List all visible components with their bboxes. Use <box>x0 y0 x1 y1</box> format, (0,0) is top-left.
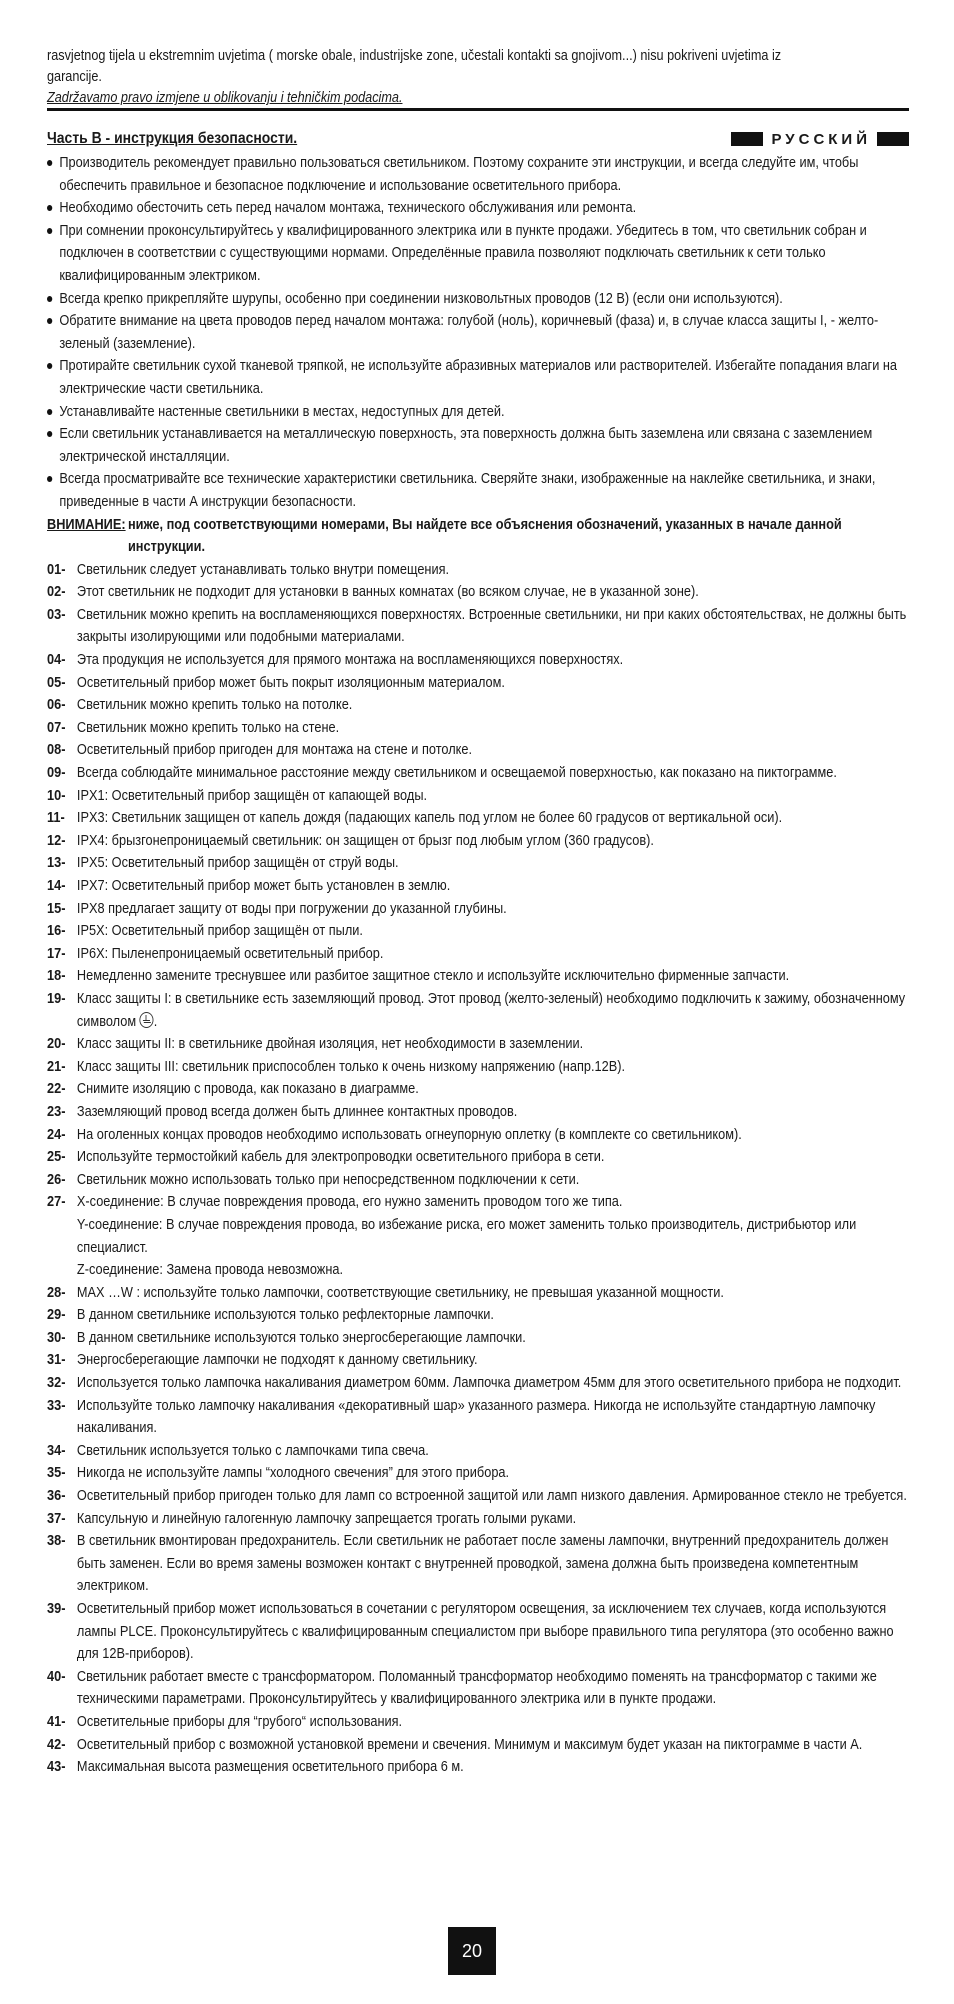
item-text: Осветительный прибор может использоваться в сочетании с регулятором освещения, за исключением тех случаев, когда используются лампы PLCE. Проконсультируйтесь с квалифицированным специалистом при выборе правильного типа регулятора (это особенно важно для 12В-приборов). <box>76 1601 894 1663</box>
numbered-item <box>47 1304 909 1327</box>
numbered-item <box>47 1734 909 1757</box>
item-text: Эта продукция не используется для прямого монтажа на воспламеняющихся поверхностях. <box>76 652 624 669</box>
numbered-item <box>47 1078 909 1101</box>
item-text: Светильник можно крепить на воспламеняющихся поверхностях. Встроенные светильники, ни при каких обстоятельствах, не должны быть закрыты изолирующими или подобными материалами. <box>76 606 907 646</box>
item-text: Энергосберегающие лампочки не подходят к данному светильнику. <box>76 1352 478 1369</box>
item-number: 18- <box>47 968 66 985</box>
numbered-item <box>47 1711 909 1734</box>
item-text: IP6X: Пыленепроницаемый осветительный прибор. <box>76 945 384 962</box>
item-text-block <box>77 649 909 672</box>
item-text: IPX3: Светильник защищен от капель дождя (падающих капель под углом не более 60 градусов от вертикальной оси). <box>76 810 783 827</box>
item-number: 32- <box>47 1375 66 1392</box>
item-text-block <box>77 581 909 604</box>
item-number: 31- <box>47 1352 66 1369</box>
item-text: На оголенных концах проводов необходимо использовать огнеупорную оплетку (в комплекте со светильником). <box>76 1126 742 1143</box>
bullet-item: Устанавливайте настенные светильники в местах, недоступных для детей. <box>47 401 909 424</box>
item-number: 34- <box>47 1442 66 1459</box>
instructions-body <box>47 152 909 1779</box>
item-number: 37- <box>47 1510 66 1527</box>
item-text: Максимальная высота размещения осветительного прибора 6 м. <box>76 1759 464 1776</box>
numbered-item <box>47 649 909 672</box>
item-text: Осветительные приборы для “грубого“ использования. <box>76 1713 403 1730</box>
item-text-block <box>77 1101 909 1124</box>
item-text: Светильник используется только с лампочками типа свеча. <box>76 1442 429 1459</box>
item-text-block <box>77 988 909 1033</box>
language-label: РУССКИЙ <box>771 130 871 148</box>
numbered-item <box>47 559 909 582</box>
numbered-item <box>47 1372 909 1395</box>
item-text-block <box>77 852 909 875</box>
item-subline: Y-соединение: В случае повреждения провода, во избежание риска, его может заменить только производитель, дистрибьютор или специалист. <box>76 1216 857 1256</box>
numbered-item <box>47 1485 909 1508</box>
item-number: 05- <box>47 674 66 691</box>
top-continuation-text <box>47 46 909 109</box>
item-text: IPX4: брызгонепроницаемый светильник: он защищен от брызг под любым углом (360 градусов). <box>76 832 654 849</box>
item-number: 24- <box>47 1126 66 1143</box>
numbered-item <box>47 898 909 921</box>
item-text-block <box>77 785 909 808</box>
numbered-item <box>47 1101 909 1124</box>
numbered-item <box>47 717 909 740</box>
bullet-item: Производитель рекомендует правильно пользоваться светильником. Поэтому сохраните эти инструкции, и всегда следуйте им, чтобы обеспечить правильное и безопасное подключение и использование осветительного прибора. <box>47 152 909 197</box>
item-number: 39- <box>47 1601 66 1617</box>
top-rule <box>47 108 909 111</box>
item-text: Снимите изоляцию с провода, как показано в диаграмме. <box>76 1081 419 1098</box>
numbered-item <box>47 1756 909 1779</box>
numbered-item <box>47 1327 909 1350</box>
numbered-item <box>47 1598 909 1666</box>
item-number: 41- <box>47 1713 66 1730</box>
item-text: Используйте термостойкий кабель для электропроводки осветительного прибора в сети. <box>76 1149 605 1166</box>
item-number: 17- <box>47 945 66 962</box>
item-text-block <box>77 898 909 921</box>
item-number: 30- <box>47 1329 66 1346</box>
item-text-block <box>77 1508 909 1531</box>
item-text-block <box>77 1056 909 1079</box>
numbered-item <box>47 1146 909 1169</box>
item-text: Светильник работает вместе с трансформатором. Поломанный трансформатор необходимо поменять на трансформатор с такими же техническими параметрами. Проконсультируйтесь у квалифицированного электрика или в пункте продажи. <box>76 1668 877 1708</box>
item-text-block <box>77 1485 909 1508</box>
item-number: 40- <box>47 1668 66 1685</box>
item-text: Светильник можно крепить только на потолке. <box>76 697 353 714</box>
item-text: Используйте только лампочку накаливания «декоративный шар» указанного размера. Никогда не используйте стандартную лампочку накаливания. <box>76 1397 876 1437</box>
attention-label: ВНИМАНИЕ: <box>47 516 126 533</box>
item-text-block <box>77 694 909 717</box>
attention-text: ниже, под соответствующими номерами, Вы найдете все объяснения обозначений, указанных в начале данной инструкции. <box>127 516 842 556</box>
item-number: 06- <box>47 697 66 714</box>
numbered-item <box>47 1191 909 1214</box>
item-text: Класс защиты II: в светильнике двойная изоляция, нет необходимости в заземлении. <box>76 1036 584 1053</box>
numbered-item <box>47 672 909 695</box>
item-text: Никогда не используйте лампы “холодного свечения” для этого прибора. <box>76 1465 510 1482</box>
item-number: 29- <box>47 1307 66 1324</box>
item-subline: Z-соединение: Замена провода невозможна. <box>76 1262 344 1279</box>
item-text: В данном светильнике используются только рефлекторные лампочки. <box>76 1307 494 1324</box>
numbered-item <box>47 1530 909 1598</box>
item-text-block <box>77 717 909 740</box>
item-text-block <box>77 1349 909 1372</box>
item-number: 15- <box>47 900 66 917</box>
numbered-item <box>47 920 909 943</box>
item-text: Используется только лампочка накаливания диаметром 60мм. Лампочка диаметром 45мм для этого осветительного прибора не подходит. <box>76 1375 902 1392</box>
attention-note <box>47 514 909 559</box>
item-text: IPX5: Осветительный прибор защищён от струй воды. <box>76 855 399 872</box>
item-text-block <box>77 1530 909 1598</box>
item-text-block <box>77 830 909 853</box>
item-number: 16- <box>47 923 66 940</box>
numbered-item <box>47 604 909 649</box>
page-number: 20 <box>448 1927 496 1975</box>
numbered-item <box>47 1056 909 1079</box>
numbered-item <box>47 965 909 988</box>
item-text-block <box>77 1191 909 1214</box>
item-text-block <box>77 762 909 785</box>
section-title: Часть В - инструкция безопасности. <box>47 130 298 147</box>
item-number: 03- <box>47 606 66 623</box>
numbered-item <box>47 830 909 853</box>
bullet-item: Протирайте светильник сухой тканевой тряпкой, не используйте абразивных материалов или растворителей. Избегайте попадания влаги на электрические части светильника. <box>47 355 909 400</box>
numbered-item <box>47 1349 909 1372</box>
item-text-block <box>77 1395 909 1440</box>
item-number: 35- <box>47 1465 66 1482</box>
item-text-block <box>77 1304 909 1327</box>
numbered-item <box>47 581 909 604</box>
numbered-item <box>47 1033 909 1056</box>
item-number: 21- <box>47 1058 66 1075</box>
item-text-block <box>77 807 909 830</box>
item-number: 22- <box>47 1081 66 1098</box>
bullet-item: Обратите внимание на цвета проводов перед началом монтажа: голубой (ноль), коричневый (фаза) и, в случае класса защиты I, - желто-зеленый (заземление). <box>47 310 909 355</box>
numbered-item <box>47 875 909 898</box>
item-number: 36- <box>47 1488 66 1505</box>
item-text-block <box>77 1734 909 1757</box>
item-text-block <box>77 1146 909 1169</box>
item-text: Осветительный прибор пригоден только для ламп со встроенной защитой или ламп низкого давления. Армированное стекло не требуется. <box>76 1488 907 1505</box>
item-number: 25- <box>47 1149 66 1166</box>
top-line-2: garancije. <box>47 69 102 85</box>
item-text-block <box>77 739 909 762</box>
item-text-block <box>77 875 909 898</box>
item-text: Заземляющий провод всегда должен быть длиннее контактных проводов. <box>76 1103 518 1120</box>
numbered-item <box>47 943 909 966</box>
item-number: 27- <box>47 1194 66 1211</box>
item-text: IPX1: Осветительный прибор защищён от капающей воды. <box>76 787 428 804</box>
document-page <box>47 46 909 1776</box>
item-text: В данном светильнике используются только энергосберегающие лампочки. <box>76 1329 526 1346</box>
item-text-block <box>77 1033 909 1056</box>
item-text: Светильник следует устанавливать только внутри помещения. <box>76 561 450 578</box>
numbered-item <box>47 762 909 785</box>
item-text-block <box>77 1282 909 1305</box>
item-text: Класс защиты III: светильник приспособлен только к очень низкому напряжению (напр.12В). <box>76 1058 626 1075</box>
item-text: IP5X: Осветительный прибор защищён от пыли. <box>76 923 363 940</box>
item-text-block <box>77 920 909 943</box>
item-number: 14- <box>47 878 66 894</box>
item-number: 26- <box>47 1171 66 1188</box>
item-text-block <box>77 1169 909 1192</box>
item-text-block <box>77 965 909 988</box>
language-bar-left <box>731 132 763 146</box>
numbered-item <box>47 1508 909 1531</box>
item-text: IPX8 предлагает защиту от воды при погружении до указанной глубины. <box>76 900 507 917</box>
numbered-item <box>47 739 909 762</box>
item-text-block <box>77 1666 909 1711</box>
top-disclaimer: Zadržavamo pravo izmjene u oblikovanju i tehničkim podacima. <box>47 90 403 106</box>
item-number: 13- <box>47 855 66 872</box>
item-text: Всегда соблюдайте минимальное расстояние между светильником и освещаемой поверхностью, как показано на пиктограмме. <box>76 765 837 782</box>
bullet-item: При сомнении проконсультируйтесь у квалифицированного электрика или в пункте продажи. Убедитесь в том, что светильник собран и подключен в соответствии с существующими нормами. Определённые правила позволяют подключать светильник к сети только квалифицированным электриком. <box>47 220 909 288</box>
bullet-item: Всегда просматривайте все технические характеристики светильника. Сверяйте знаки, изображенные на наклейке светильника, и знаки, приведенные в части А инструкции безопасности. <box>47 468 909 513</box>
numbered-item <box>47 1395 909 1440</box>
item-text-block <box>77 1711 909 1734</box>
section-header <box>47 130 909 152</box>
item-number: 11- <box>47 810 65 827</box>
item-text: Светильник можно использовать только при непосредственном подключении к сети. <box>76 1171 580 1188</box>
item-text-block <box>77 943 909 966</box>
item-text: MAX …W : используйте только лампочки, соответствующие светильнику, не превышая указанной мощности. <box>76 1284 724 1301</box>
numbered-item <box>47 785 909 808</box>
item-text: Этот светильник не подходит для установки в ванных комнатах (во всяком случае, не в указанной зоне). <box>76 584 699 601</box>
numbered-item <box>47 1124 909 1147</box>
item-number: 42- <box>47 1736 66 1753</box>
item-number: 43- <box>47 1759 66 1776</box>
item-number: 10- <box>47 787 66 804</box>
item-number: 12- <box>47 832 66 849</box>
item-text-block <box>77 604 909 649</box>
item-text-block <box>77 1440 909 1463</box>
item-text-block <box>77 1462 909 1485</box>
item-number: 08- <box>47 742 66 759</box>
language-bar-right <box>877 132 909 146</box>
item-text: Осветительный прибор с возможной установкой времени и свечения. Минимум и максимум будет указан на пиктограмме в части А. <box>76 1736 863 1753</box>
item-text: IPX7: Осветительный прибор может быть установлен в землю. <box>76 878 451 894</box>
item-number: 01- <box>47 561 66 578</box>
numbered-item <box>47 852 909 875</box>
numbered-item <box>47 694 909 717</box>
numbered-item <box>47 1666 909 1711</box>
top-line-1: rasvjetnog tijela u ekstremnim uvjetima ( morske obale, industrijske zone, učestali kontakti sa gnojivom...) nisu pokriveni uvjetima iz <box>47 48 782 64</box>
item-text-block <box>77 1598 909 1666</box>
item-text-block <box>77 559 909 582</box>
language-tag <box>731 130 909 148</box>
item-text-block <box>77 1078 909 1101</box>
item-text-block <box>77 1372 909 1395</box>
item-text-block <box>77 672 909 695</box>
item-number: 23- <box>47 1103 66 1120</box>
item-text: Светильник можно крепить только на стене. <box>76 719 340 736</box>
bullet-item: Всегда крепко прикрепляйте шурупы, особенно при соединении низковольтных проводов (12 В) (если они используются). <box>47 288 909 311</box>
numbered-item <box>47 988 909 1033</box>
item-text: В светильник вмонтирован предохранитель. Если светильник не работает после замены лампочки, внутренний предохранитель должен быть заменен. Если во время замены возможен контакт с внутренней проводкой, замена должна быть произведена компетентным электриком. <box>76 1533 889 1595</box>
bullet-item: Если светильник устанавливается на металлическую поверхность, эта поверхность должна быть заземлена или связана с заземлением электрической инсталляции. <box>47 423 909 468</box>
item-number: 33- <box>47 1397 66 1414</box>
bullet-item: Необходимо обесточить сеть перед началом монтажа, технического обслуживания или ремонта. <box>47 197 909 220</box>
item-number: 04- <box>47 652 66 669</box>
item-text: X-соединение: В случае повреждения провода, его нужно заменить проводом того же типа. <box>76 1194 623 1211</box>
item-text: Осветительный прибор пригоден для монтажа на стене и потолке. <box>76 742 473 759</box>
numbered-item <box>47 1169 909 1192</box>
numbered-item <box>47 807 909 830</box>
numbered-item <box>47 1282 909 1305</box>
item-number: 38- <box>47 1533 66 1550</box>
item-number: 20- <box>47 1036 66 1053</box>
item-text: Осветительный прибор может быть покрыт изоляционным материалом. <box>76 674 505 691</box>
item-text: Немедленно замените треснувшее или разбитое защитное стекло и используйте исключительно фирменные запчасти. <box>76 968 790 985</box>
item-number: 02- <box>47 584 66 601</box>
item-number: 19- <box>47 990 66 1007</box>
item-suffix: . <box>153 1013 158 1030</box>
item-number: 07- <box>47 719 66 736</box>
numbered-item <box>47 1440 909 1463</box>
numbered-item <box>47 1462 909 1485</box>
item-number: 09- <box>47 765 66 782</box>
item-text-block <box>77 1124 909 1147</box>
item-number: 28- <box>47 1284 66 1301</box>
item-text-block <box>77 1756 909 1779</box>
ground-symbol-icon <box>140 1012 154 1028</box>
item-text: Капсульную и линейную галогенную лампочку запрещается трогать голыми руками. <box>76 1510 577 1527</box>
item-text: Класс защиты I: в светильнике есть заземляющий провод. Этот провод (желто-зеленый) необходимо подключить к зажиму, обозначенному символом <box>76 990 906 1030</box>
item-text-block <box>77 1327 909 1350</box>
